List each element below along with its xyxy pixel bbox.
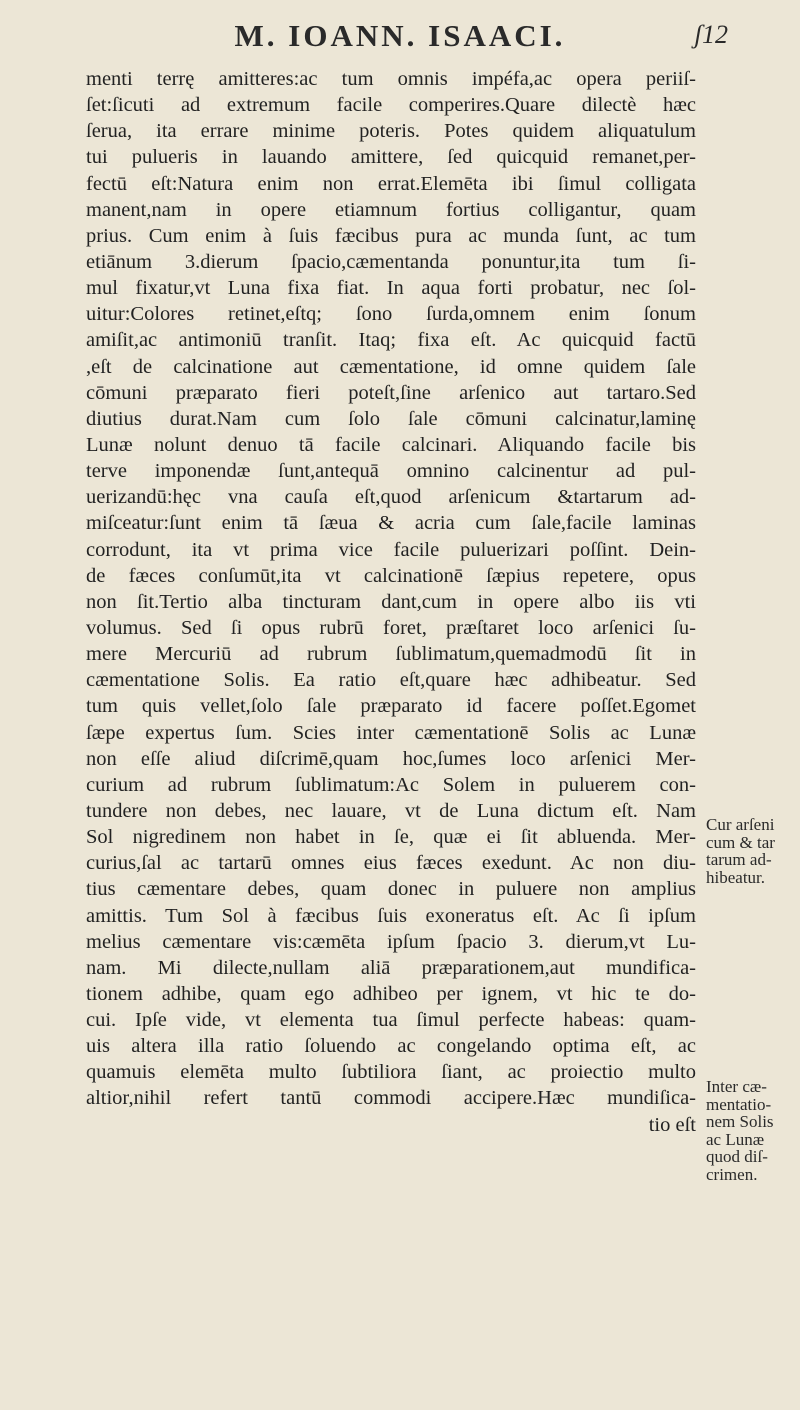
text-line: melius cæmentare vis:cæmēta ipſum ſpacio 3. dierum,vt Lu- — [86, 930, 696, 953]
margin-note-line: tarum ad- — [706, 850, 772, 869]
text-line: miſceatur:ſunt enim tā ſæua & acria cum ſale,facile laminas — [86, 512, 696, 535]
margin-note-line: cum & tar — [706, 832, 775, 852]
margin-note-line: quod diſ- — [706, 1147, 768, 1166]
running-title: M. IOANN. ISAACI. — [234, 18, 566, 53]
text-line: corrodunt, ita vt prima vice facile puluerizari poſſint. Dein- — [86, 538, 696, 561]
text-line: manent,nam in opere etiamnum fortius colligantur, quam — [86, 198, 696, 221]
text-line: tum quis vellet,ſolo ſale præparato id facere poſſet.Egomet — [86, 695, 696, 718]
body-text — [86, 66, 696, 1138]
margin-note-line: crimen. — [706, 1164, 758, 1184]
text-line: non eſſe aliud diſcrimē,quam hoc,ſumes loco arſenici Mer- — [86, 747, 696, 770]
margin-note-line: mentatio- — [706, 1094, 772, 1114]
text-line: amittis. Tum Sol à fæcibus ſuis exoneratus eſt. Ac ſi ipſum — [86, 904, 696, 927]
text-line: tius cæmentare debes, quam donec in puluere non amplius — [86, 878, 696, 901]
text-line: tio eſt — [648, 1113, 696, 1136]
text-line: de fæces conſumūt,ita vt calcinationē ſæpius repetere, opus — [86, 564, 696, 587]
margin-note-line: nem Solis — [706, 1112, 774, 1131]
text-line: mere Mercuriū ad rubrum ſublimatum,quemadmodū ſit in — [86, 643, 696, 666]
page-header — [0, 18, 800, 68]
text-line: tundere non debes, nec lauare, vt de Luna dictum eſt. Nam — [86, 799, 696, 822]
margin-note-line: hibeatur. — [706, 867, 766, 887]
text-line: ſet:ſicuti ad extremum facile comperires.Quare dilectè hæc — [86, 94, 696, 117]
text-line: amiſit,ac antimoniū tranſit. Itaq; fixa eſt. Ac quicquid factū — [86, 329, 696, 352]
margin-note-line: Inter cæ- — [706, 1077, 767, 1096]
text-line: terve imponendæ ſunt,antequā omnino calcinentur ad pul- — [86, 460, 696, 483]
text-line: tui pulueris in lauando amittere, ſed quicquid remanet,per- — [86, 146, 696, 169]
text-line: uis altera illa ratio ſoluendo ac congelando optima eſt, ac — [86, 1035, 696, 1058]
text-line: menti terrę amitteres:ac tum omnis impéfa,ac opera periiſ- — [86, 68, 696, 90]
text-line: prius. Cum enim à ſuis fæcibus pura ac munda ſunt, ac tum — [86, 224, 696, 247]
text-line: nam. Mi dilecte,nullam aliā præparationem,aut mundifica- — [86, 956, 696, 979]
text-line: ,eſt de calcinatione aut cæmentatione, id omne quidem ſale — [86, 355, 696, 378]
text-line: Lunæ nolunt denuo tā facile calcinari. Aliquando facile bis — [86, 433, 696, 456]
text-line: cōmuni præparato fieri poteſt,ſine arſenico aut tartaro.Sed — [86, 381, 696, 404]
text-line: Sol nigredinem non habet in ſe, quæ ei ſit abluenda. Mer- — [86, 826, 696, 849]
text-line: volumus. Sed ſi opus rubrū foret, præſtaret loco arſenici ſu- — [86, 616, 696, 639]
margin-note-arsenic — [706, 816, 796, 886]
text-line: diutius durat.Nam cum ſolo ſale cōmuni calcinatur,laminę — [86, 407, 696, 430]
text-line: cui. Ipſe vide, vt elementa tua ſimul perfecte habeas: quam- — [86, 1009, 696, 1032]
text-line: curius,ſal ac tartarū omnes eius fæces exedunt. Ac non diu- — [86, 852, 696, 875]
text-line: mul fixatur,vt Luna fixa fiat. In aqua forti probatur, nec ſol- — [86, 277, 696, 300]
page-number: ʃ12 — [694, 20, 728, 49]
text-line: cæmentatione Solis. Ea ratio eſt,quare hæc adhibeatur. Sed — [86, 669, 696, 692]
text-line: curium ad rubrum ſublimatum:Ac Solem in puluerem con- — [86, 773, 696, 796]
text-line: ſæpe expertus ſum. Scies inter cæmentationē Solis ac Lunæ — [86, 721, 696, 744]
margin-note-line: ac Lunæ — [706, 1129, 765, 1149]
text-line: etiānum 3.dierum ſpacio,cæmentanda ponuntur,ita tum ſi- — [86, 250, 696, 273]
text-line: fectū eſt:Natura enim non errat.Elemēta ibi ſimul colligata — [86, 172, 696, 195]
text-line: uitur:Colores retinet,eſtq; ſono ſurda,omnem enim ſonum — [86, 303, 696, 326]
margin-note-line: Cur arſeni — [706, 815, 775, 834]
text-line: tionem adhibe, quam ego adhibeo per ignem, vt hic te do- — [86, 982, 696, 1005]
margin-note-cementation — [706, 1078, 796, 1183]
text-line: uerizandū:hęc vna cauſa eſt,quod arſenicum &tartarum ad- — [86, 486, 696, 509]
text-line: quamuis elemēta multo ſubtiliora ſiant, ac proiectio multo — [86, 1061, 696, 1084]
text-line: ſerua, ita errare minime poteris. Potes quidem aliquatulum — [86, 120, 696, 143]
text-line: altior,nihil refert tantū commodi accipere.Hæc mundiſica- — [86, 1087, 696, 1110]
text-line: non ſit.Tertio alba tincturam dant,cum in opere albo iis vti — [86, 590, 696, 613]
